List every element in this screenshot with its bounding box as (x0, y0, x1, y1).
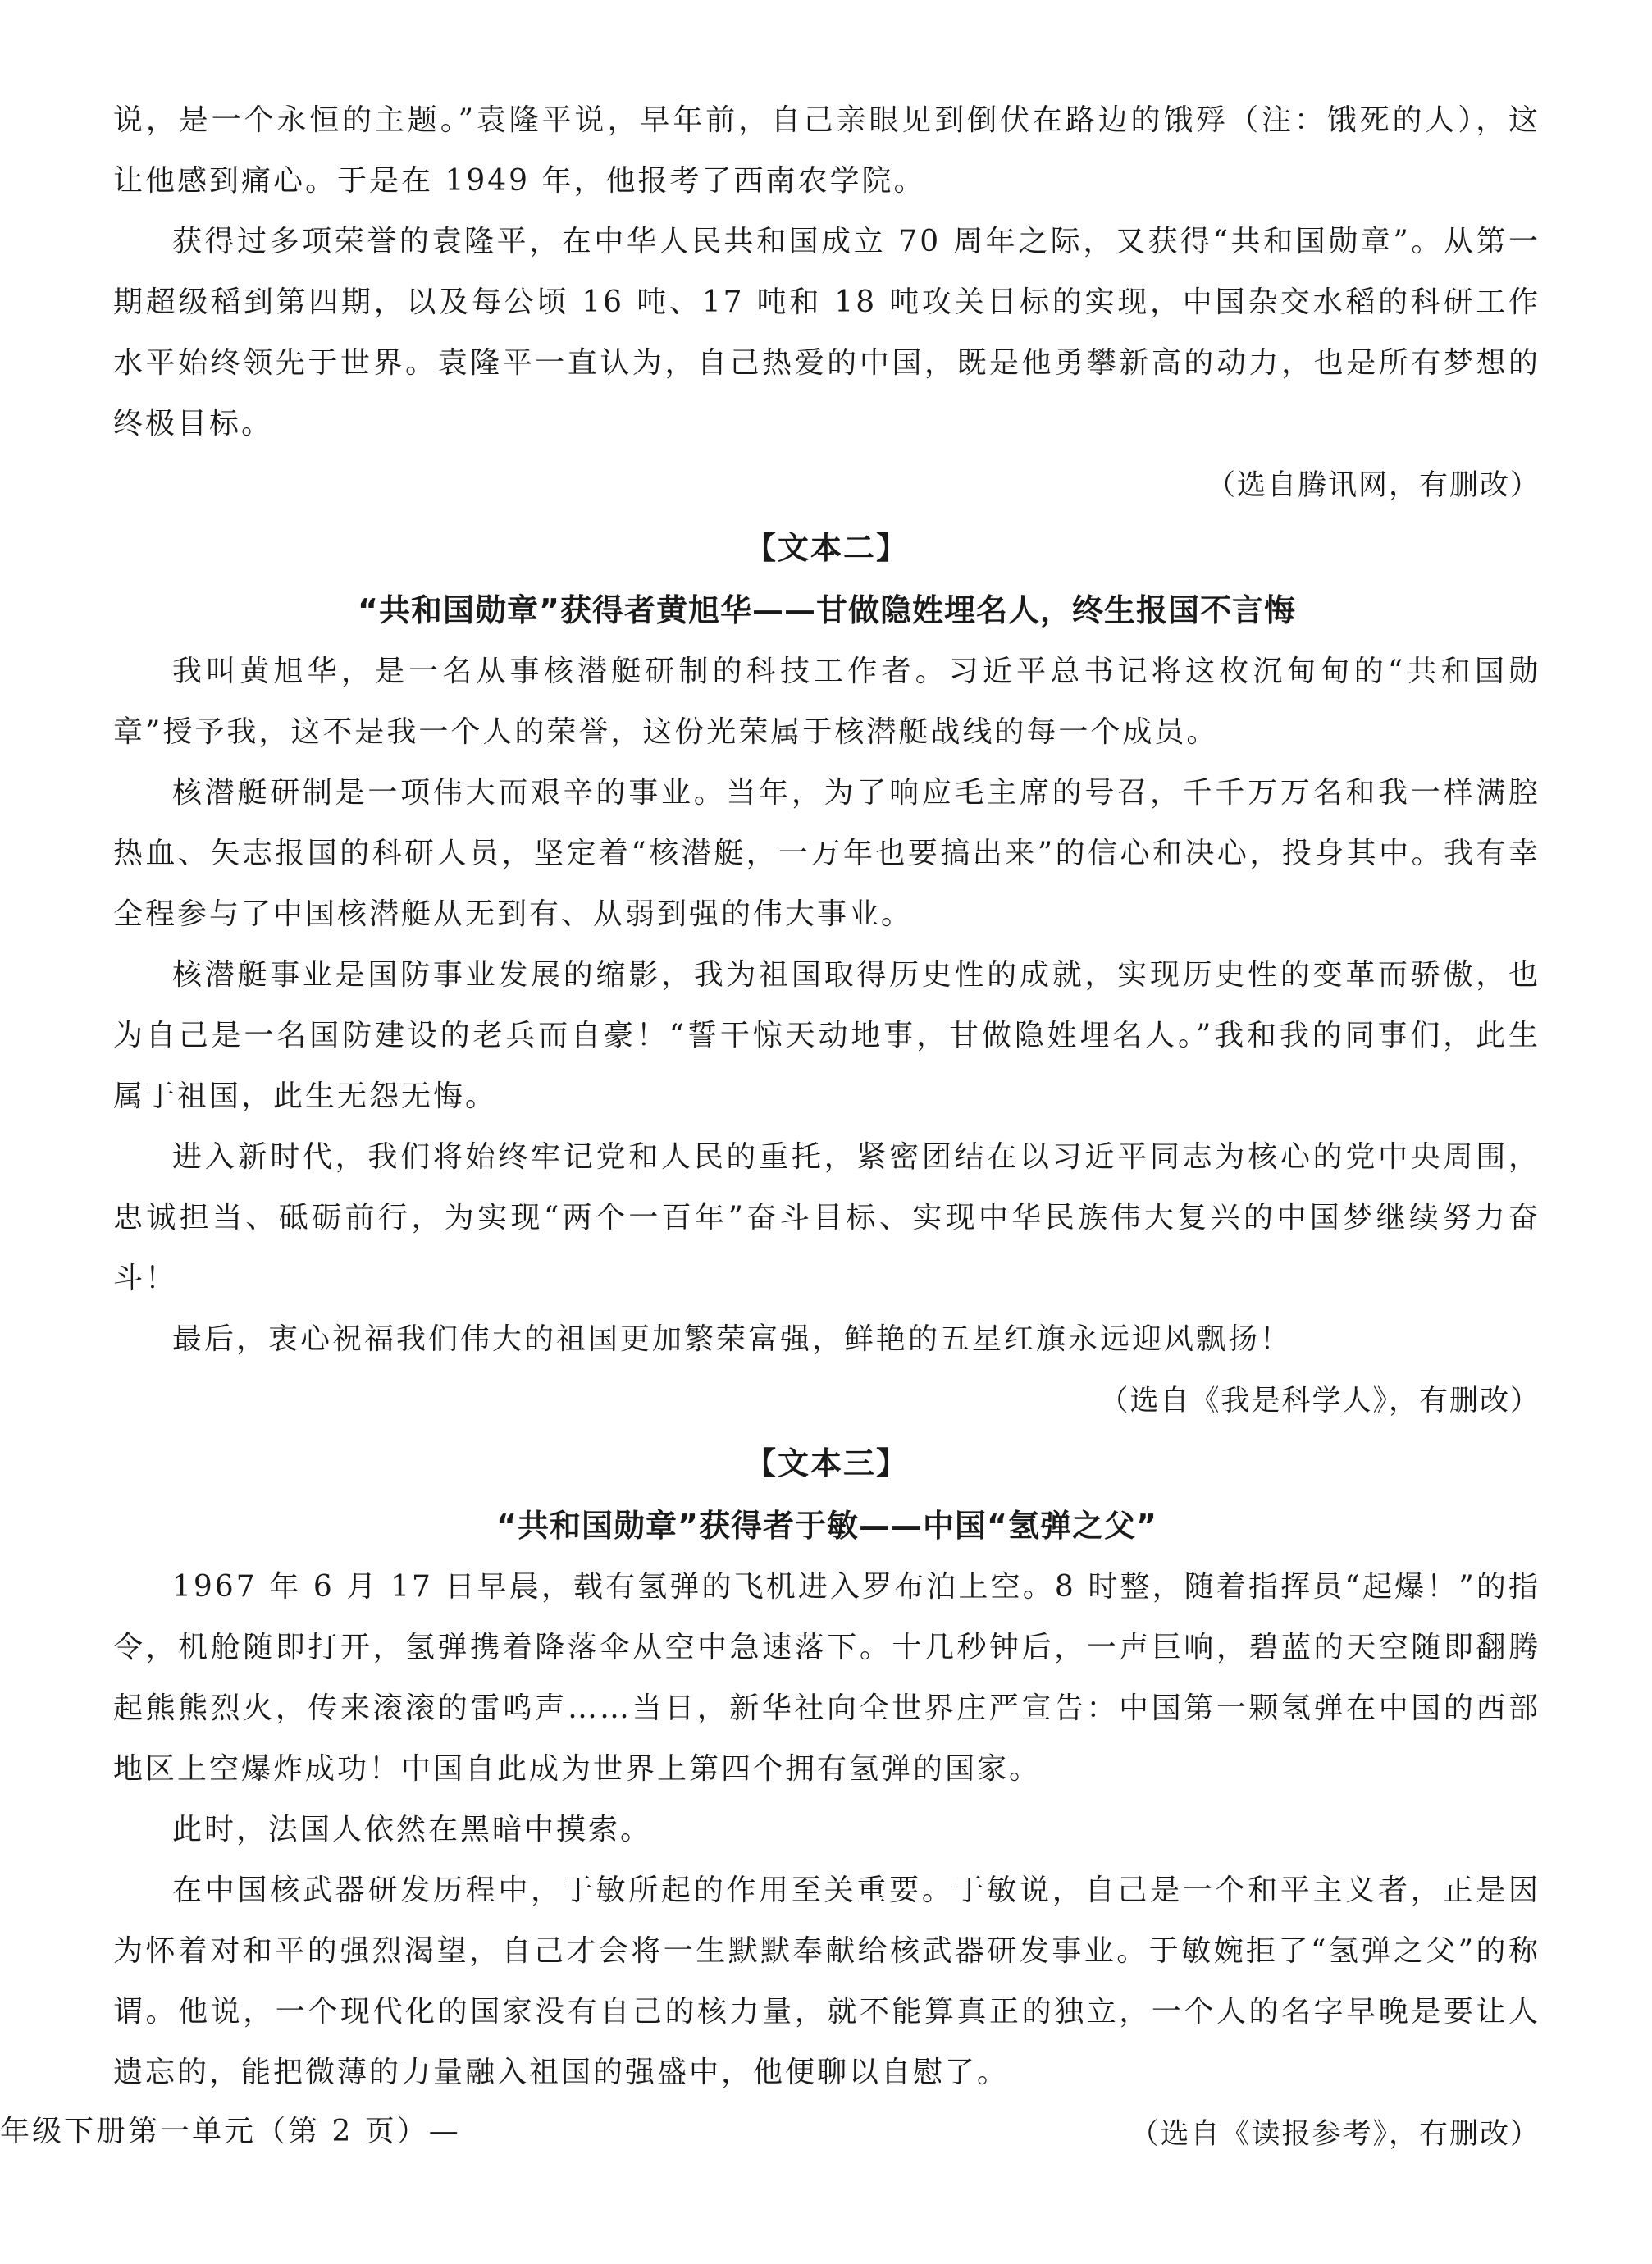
text1-source: （选自腾讯网，有删改） (1206, 469, 1540, 502)
document-page (113, 90, 1540, 2166)
text2-paragraph: 最后，衷心祝福我们伟大的祖国更加繁荣富强，鲜艳的五星红旗永远迎风飘扬！ (172, 1322, 1293, 1356)
text2-paragraph: 核潜艇研制是一项伟大而艰辛的事业。当年，为了响应毛主席的号召，千千万万名和我一样满腔热血、矢志报国的科研人员，坚定着“核潜艇，一万年也要搞出来”的信心和决心，投身其中。我有幸全程参与了中国核潜艇从无到有、从弱到强的伟大事业。 (113, 776, 1540, 931)
text1-paragraph: 说，是一个永恒的主题。”袁隆平说，早年前，自己亲眼见到倒伏在路边的饿殍（注：饿死的人），这让他感到痛心。于是在 1949 年，他报考了西南农学院。 (113, 103, 1540, 198)
text2-headline: “共和国勋章”获得者黄旭华——甘做隐姓埋名人，终生报国不言悔 (358, 592, 1296, 628)
text3-paragraph: 在中国核武器研发历程中，于敏所起的作用至关重要。于敏说，自己是一个和平主义者，正是因为怀着对和平的强烈渴望，自己才会将一生默默奉献给核武器研发事业。于敏婉拒了“氢弹之父”的称谓。他说，一个现代化的国家没有自己的核力量，就不能算真正的独立，一个人的名字早晚是要让人遗忘的，能把微薄的力量融入祖国的强盛中，他便聊以自慰了。 (113, 1874, 1540, 2089)
text3-paragraph: 此时，法国人依然在黑暗中摸索。 (172, 1813, 653, 1846)
page-footer: 年级下册第一单元（第 2 页）— (0, 2115, 461, 2148)
text3-source: （选自《读报参考》，有删改） (1129, 2118, 1540, 2151)
text2-source: （选自《我是科学人》，有删改） (1099, 1385, 1540, 1417)
text3-label: 【文本三】 (744, 1445, 909, 1481)
text3-paragraph: 1967 年 6 月 17 日早晨，载有氢弹的飞机进入罗布泊上空。8 时整，随着指挥员“起爆！”的指令，机舱随即打开，氢弹携着降落伞从空中急速落下。十几秒钟后，一声巨响，碧蓝的天空随即翻腾起熊熊烈火，传来滚滚的雷鸣声……当日，新华社向全世界庄严宣告：中国第一颗氢弹在中国的西部地区上空爆炸成功！中国自此成为世界上第四个拥有氢弹的国家。 (113, 1570, 1540, 1786)
text2-label: 【文本二】 (744, 530, 909, 566)
text1-paragraph: 获得过多项荣誉的袁隆平，在中华人民共和国成立 70 周年之际，又获得“共和国勋章”。从第一期超级稻到第四期，以及每公顷 16 吨、17 吨和 18 吨攻关目标的实现，中国杂交水稻的科研工作水平始终领先于世界。袁隆平一直认为，自己热爱的中国，既是他勇攀新高的动力，也是所有梦想的终极目标。 (113, 225, 1540, 440)
text3-headline: “共和国勋章”获得者于敏——中国“氢弹之父” (496, 1508, 1157, 1544)
text2-paragraph: 我叫黄旭华，是一名从事核潜艇研制的科技工作者。习近平总书记将这枚沉甸甸的“共和国勋章”授予我，这不是我一个人的荣誉，这份光荣属于核潜艇战线的每一个成员。 (113, 655, 1540, 749)
text2-paragraph: 核潜艇事业是国防事业发展的缩影，我为祖国取得历史性的成就，实现历史性的变革而骄傲，也为自己是一名国防建设的老兵而自豪！“誓干惊天动地事，甘做隐姓埋名人。”我和我的同事们，此生属于祖国，此生无怨无悔。 (113, 958, 1540, 1113)
text2-paragraph: 进入新时代，我们将始终牢记党和人民的重托，紧密团结在以习近平同志为核心的党中央周围，忠诚担当、砥砺前行，为实现“两个一百年”奋斗目标、实现中华民族伟大复兴的中国梦继续努力奋斗！ (113, 1140, 1540, 1295)
